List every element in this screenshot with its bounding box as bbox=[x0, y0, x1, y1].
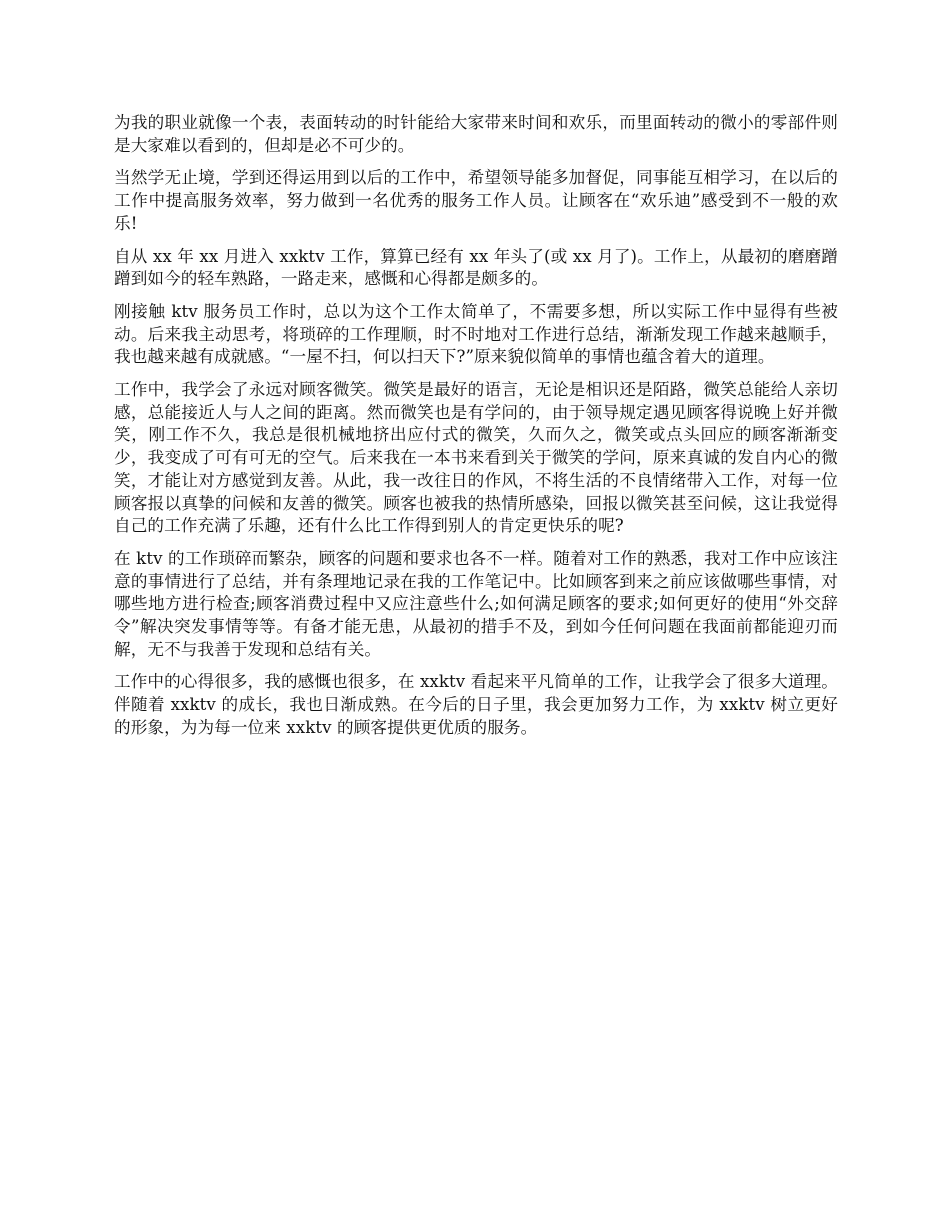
paragraph: 工作中的心得很多，我的感慨也很多，在 xxktv 看起来平凡简单的工作，让我学会了很多大道理。伴随着 xxktv 的成长，我也日渐成熟。在今后的日子里，我会更加努力工作，为 xxktv 树立更好的形象，为为每一位来 xxktv 的顾客提供更优质的服务。 bbox=[114, 672, 838, 737]
paragraph: 刚接触 ktv 服务员工作时，总以为这个工作太简单了，不需要多想，所以实际工作中显得有些被动。后来我主动思考，将琐碎的工作理顺，时不时地对工作进行总结，渐渐发现工作越来越顺手，我也越来越有成就感。“一屋不扫，何以扫天下?”原来貌似简单的事情也蕴含着大的道理。 bbox=[114, 301, 838, 367]
paragraph: 当然学无止境，学到还得运用到以后的工作中，希望领导能多加督促，同事能互相学习，在以后的工作中提高服务效率，努力做到一名优秀的服务工作人员。让顾客在“欢乐迪”感受到不一般的欢乐! bbox=[114, 168, 838, 233]
document-body bbox=[114, 112, 838, 750]
paragraph: 在 ktv 的工作琐碎而繁杂，顾客的问题和要求也各不一样。随着对工作的熟悉，我对工作中应该注意的事情进行了总结，并有条理地记录在我的工作笔记中。比如顾客到来之前应该做哪些事情，对哪些地方进行检查;顾客消费过程中又应注意些什么;如何满足顾客的要求;如何更好的使用“外交辞令”解决突发事情等等。有备才能无患，从最初的措手不及，到如今任何问题在我面前都能迎刃而解，无不与我善于发现和总结有关。 bbox=[114, 548, 838, 659]
paragraph: 为我的职业就像一个表，表面转动的时针能给大家带来时间和欢乐，而里面转动的微小的零部件则是大家难以看到的，但却是必不可少的。 bbox=[114, 113, 838, 155]
paragraph: 自从 xx 年 xx 月进入 xxktv 工作，算算已经有 xx 年头了(或 xx 月了)。工作上，从最初的磨磨蹭蹭到如今的轻车熟路，一路走来，感慨和心得都是颇多的。 bbox=[114, 246, 838, 289]
paragraph: 工作中，我学会了永远对顾客微笑。微笑是最好的语言，无论是相识还是陌路，微笑总能给人亲切感，总能接近人与人之间的距离。然而微笑也是有学问的，由于领导规定遇见顾客得说晚上好并微笑，刚工作不久，我总是很机械地挤出应付式的微笑，久而久之，微笑或点头回应的顾客渐渐变少，我变成了可有可无的空气。后来我在一本书来看到关于微笑的学问，原来真诚的发自内心的微笑，才能让对方感觉到友善。从此，我一改往日的作风，不将生活的不良情绪带入工作，对每一位顾客报以真挚的问候和友善的微笑。顾客也被我的热情所感染，回报以微笑甚至问候，这让我觉得自己的工作充满了乐趣，还有什么比工作得到别人的肯定更快乐的呢? bbox=[114, 380, 838, 536]
